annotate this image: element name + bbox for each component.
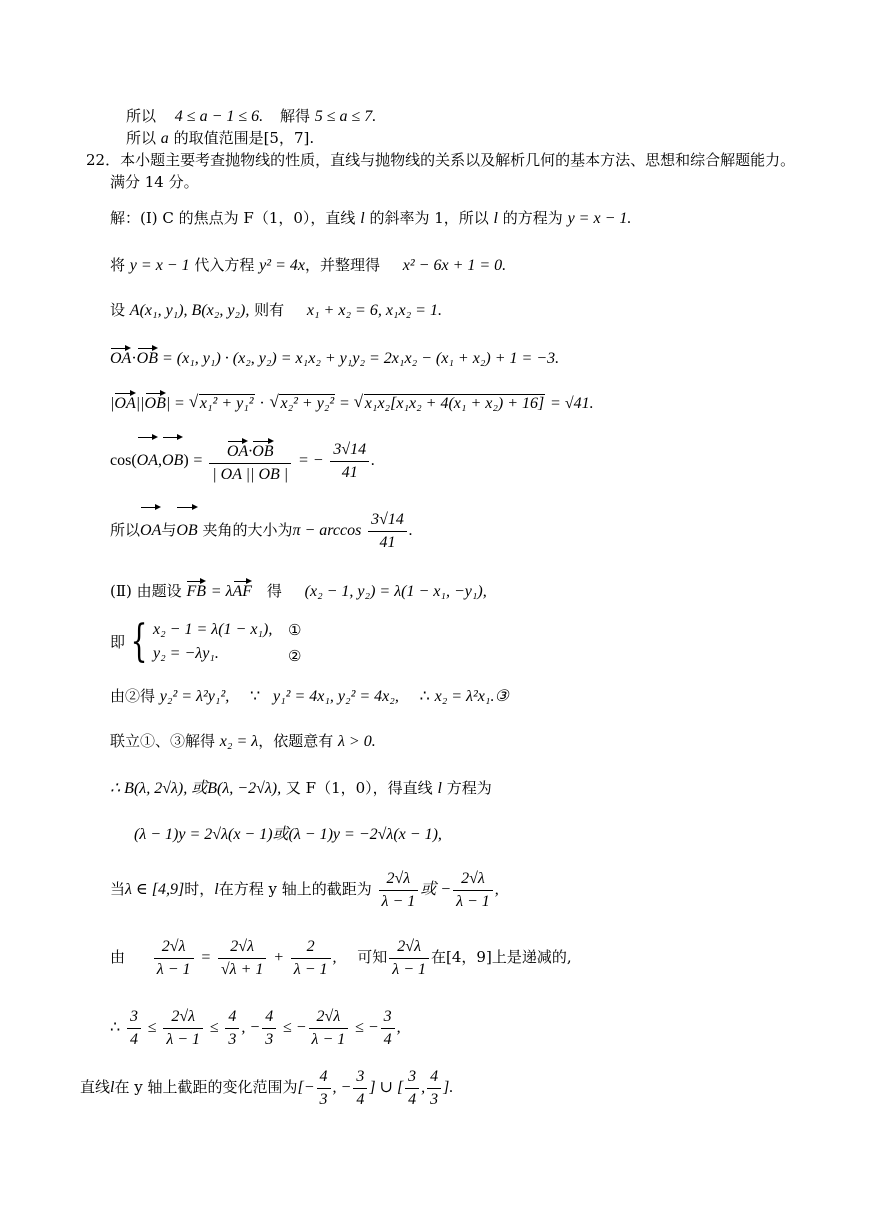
vector-oa: OA [114,390,135,414]
decreasing-line: 由 $\frac{2√\lambda}{\lambda - 1}$ = $\frac{2√\lambda}{√\lambda + 1}$ + $\frac{2}{\lambda - 1}$ , 可知 $\frac{2√\lambda}{\lambda - 1}$ 在[4，9]上是递减的, [110,937,572,978]
final-answer-line: 直线l在 y 轴上截距的变化范围为[− $\frac{4}{3}$ , − $\frac{3}{4}$ ] ∪ [ $\frac{3}{4}$ , $\frac{4}{3}$ ]. [80,1067,454,1108]
cosine-value-fraction: $\frac{3√14}{41}$ [330,440,369,483]
line-range-ineq: 所以 4 ≤ a − 1 ≤ 6. 解得 5 ≤ a ≤ 7. [126,107,377,125]
equation-label-1: ① [288,621,302,639]
angle-line: 所以OA与OB 夹角的大小为π − arccos $\frac{3√14}{41}$ . [110,504,413,550]
cosine-line: cos(OA,OB) = $\frac{OA\cdot OB}{| OA || OB |}$ = − $\frac{3√14}{41}$ . [110,434,375,480]
vector-fb: FB [186,578,206,602]
sqrt-term-1: √ x₁² + y₁² [189,394,255,414]
solution-points: 设 A(x₁, y₁), B(x₂, y₂), 则有 x₁ + x₂ = 6, x₁x₂ = 1. [110,301,442,319]
line-range-conclusion: 所以 a 的取值范围是[5，7]. [126,129,315,147]
magnitude-line: |OA||OB| = √ x₁² + y₁² · √ x₂² + y₂² = √ x₁x₂[x₁x₂ + 4(x₁ + x₂) + 16] = √41. [110,390,594,414]
point-b-line: ∴ B(λ, 2√λ), 或B(λ, −2√λ), 又 F（1，0），得直线 l 方程为 [110,779,492,797]
sqrt-term-2: √ x₂² + y₂² [269,394,335,414]
question-number: 22． [86,151,121,169]
question-22-score: 满分 14 分。 [110,173,199,191]
vector-ob: OB [145,390,166,414]
arccos-fraction: $\frac{3√14}{41}$ [368,510,407,553]
combine-line: 联立①、③解得 x₂ = λ，依题意有 λ > 0. [110,732,376,750]
sqrt-term-3: √ x₁x₂[x₁x₂ + 4(x₁ + x₂) + 16] [354,394,545,414]
left-brace-icon: { [130,616,148,667]
line-equation: (λ − 1)y = 2√λ(x − 1)或(λ − 1)y = −2√λ(x − 1), [134,826,442,843]
equation-system: 即 { x₂ − 1 = λ(1 − x₁), y₂ = −λy₁. [110,616,273,667]
intercept-line: 当λ ∈ [4,9]时，l在方程 y 轴上的截距为 $\frac{2√\lambda}{\lambda - 1}$ 或 − $\frac{2√\lambda}{\lambda - 1}$ , [110,869,499,910]
derive-line: 由②得 y₂² = λ²y₁², ∵ y₁² = 4x₁, y₂² = 4x₂, ∴ x₂ = λ²x₁.③ [110,687,509,705]
solution-part2: (Ⅱ) 由题设 FB = λAF 得 (x₂ − 1, y₂) = λ(1 − x₁, −y₁), [110,578,487,602]
question-22-header: 22．本小题主要考查抛物线的性质，直线与抛物线的关系以及解析几何的基本方法、思想和综合解题能力。 [86,151,796,169]
equation-label-2: ② [288,647,302,665]
solution-part1-focus: 解：(Ⅰ) C 的焦点为 F（1，0），直线 l 的斜率为 1，所以 l 的方程为 y = x − 1. [110,209,632,227]
solution-substitute: 将 y = x − 1 代入方程 y² = 4x，并整理得 x² − 6x + 1 = 0. [110,256,507,274]
vector-ob: OB [137,345,158,369]
vector-af: AF [233,578,253,602]
vector-oa: OA [110,345,131,369]
cosine-fraction: $\frac{OA\cdot OB}{| OA || OB |}$ [209,438,291,485]
dot-product-line: OA·OB = (x₁, y₁) · (x₂, y₂) = x₁x₂ + y₁y₂ = 2x₁x₂ − (x₁ + x₂) + 1 = −3. [110,345,559,369]
inequality-chain: ∴ $\frac{3}{4}$ ≤ $\frac{2√\lambda}{\lambda - 1}$ ≤ $\frac{4}{3}$ , − $\frac{4}{3}$ ≤ − $\frac{2√\lambda}{\lambda - 1}$ ≤ − $\frac{3}{4}$ , [110,1007,401,1048]
